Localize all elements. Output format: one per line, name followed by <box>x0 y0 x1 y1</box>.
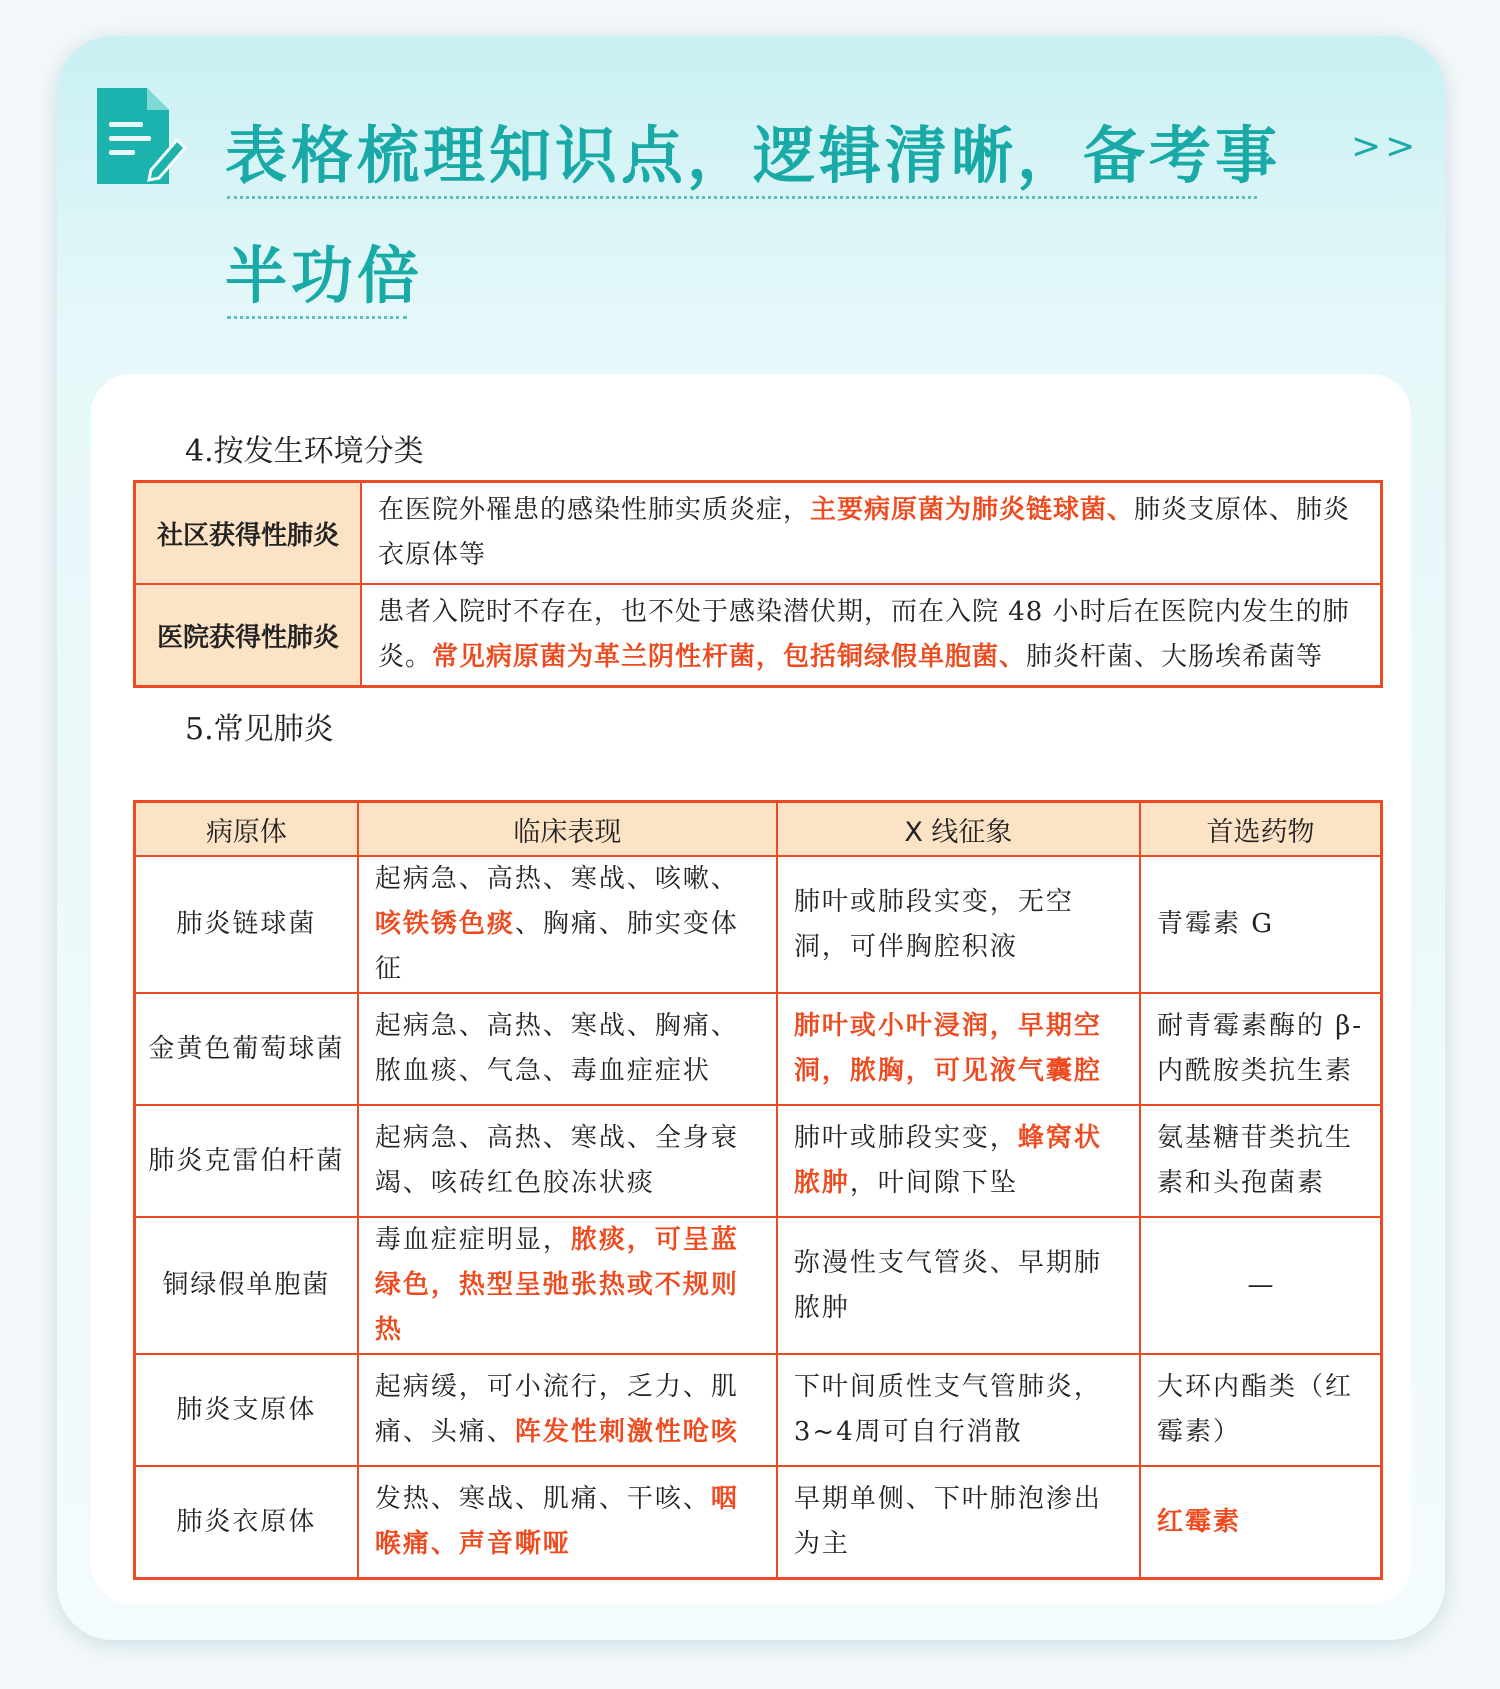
pathogen-cell: 肺炎克雷伯杆菌 <box>135 1105 358 1217</box>
highlight-text: 常见病原菌为革兰阴性杆菌，包括铜绿假单胞菌、 <box>432 642 1027 672</box>
title-line-2: 半功倍 <box>225 239 424 312</box>
content-card <box>57 36 1445 1640</box>
text-segment: 在医院外罹患的感染性肺实质炎症， <box>378 495 811 525</box>
text-segment: 患者入院时不存在，也不处于感染潜伏期，而在入院 48 小时后在医院内发生的肺炎。 <box>378 597 1350 672</box>
table-header-row <box>135 802 1382 857</box>
page-title <box>225 96 1282 336</box>
table-row <box>135 482 1382 585</box>
table-row <box>135 1354 1382 1466</box>
table-row <box>135 993 1382 1105</box>
title-underline-1 <box>227 196 1257 199</box>
pathogen-cell: 肺炎链球菌 <box>135 856 358 993</box>
table-row <box>135 584 1382 687</box>
drug-cell: 红霉素 <box>1140 1466 1382 1579</box>
clinical-cell: 发热、寒战、肌痛、干咳、咽喉痛、声音嘶哑 <box>358 1466 777 1579</box>
drug-cell: 大环内酯类（红霉素） <box>1140 1354 1382 1466</box>
table-row <box>135 1466 1382 1579</box>
drug-cell: — <box>1140 1217 1382 1354</box>
pathogen-cell: 金黄色葡萄球菌 <box>135 993 358 1105</box>
row-header: 医院获得性肺炎 <box>135 584 362 687</box>
clinical-cell: 起病缓，可小流行，乏力、肌痛、头痛、阵发性刺激性呛咳 <box>358 1354 777 1466</box>
table-row <box>135 856 1382 993</box>
document-edit-icon <box>93 84 189 188</box>
row-description <box>361 482 1382 585</box>
pathogen-cell: 肺炎支原体 <box>135 1354 358 1466</box>
column-header: 病原体 <box>135 802 358 857</box>
drug-cell: 氨基糖苷类抗生素和头孢菌素 <box>1140 1105 1382 1217</box>
xray-cell: 肺叶或肺段实变，无空洞，可伴胸腔积液 <box>777 856 1140 993</box>
column-header: 临床表现 <box>358 802 777 857</box>
text-segment: 肺炎杆菌、大肠埃希菌等 <box>1026 642 1324 672</box>
column-header: 首选药物 <box>1140 802 1382 857</box>
clinical-cell: 起病急、高热、寒战、胸痛、脓血痰、气急、毒血症症状 <box>358 993 777 1105</box>
column-header: X 线征象 <box>777 802 1140 857</box>
title-underline-2 <box>227 316 407 319</box>
title-line-1: 表格梳理知识点，逻辑清晰，备考事 <box>225 119 1282 192</box>
clinical-cell: 起病急、高热、寒战、全身衰竭、咳砖红色胶冻状痰 <box>358 1105 777 1217</box>
double-chevron-icon: >> <box>1351 126 1420 167</box>
clinical-cell: 起病急、高热、寒战、咳嗽、咳铁锈色痰、胸痛、肺实变体征 <box>358 856 777 993</box>
xray-cell: 肺叶或小叶浸润，早期空洞，脓胸，可见液气囊腔 <box>777 993 1140 1105</box>
table-row <box>135 1217 1382 1354</box>
table-row <box>135 1105 1382 1217</box>
drug-cell: 耐青霉素酶的 β-内酰胺类抗生素 <box>1140 993 1382 1105</box>
pathogen-cell: 铜绿假单胞菌 <box>135 1217 358 1354</box>
section-4-title: 4.按发生环境分类 <box>185 434 424 469</box>
xray-cell: 下叶间质性支气管肺炎，3~4周可自行消散 <box>777 1354 1140 1466</box>
row-header: 社区获得性肺炎 <box>135 482 362 585</box>
drug-cell: 青霉素 G <box>1140 856 1382 993</box>
text-segment: 肺炎支原体、肺炎衣原体等 <box>378 495 1351 570</box>
row-description <box>361 584 1382 687</box>
clinical-cell: 毒血症症明显，脓痰，可呈蓝绿色，热型呈弛张热或不规则热 <box>358 1217 777 1354</box>
xray-cell: 弥漫性支气管炎、早期肺脓肿 <box>777 1217 1140 1354</box>
xray-cell: 肺叶或肺段实变，蜂窝状脓肿，叶间隙下坠 <box>777 1105 1140 1217</box>
xray-cell: 早期单侧、下叶肺泡渗出为主 <box>777 1466 1140 1579</box>
common-pneumonia-table <box>133 800 1383 1580</box>
section-5-title: 5.常见肺炎 <box>185 712 334 747</box>
environment-classification-table <box>133 480 1383 688</box>
highlight-text: 主要病原菌为肺炎链球菌、 <box>810 495 1135 525</box>
pathogen-cell: 肺炎衣原体 <box>135 1466 358 1579</box>
